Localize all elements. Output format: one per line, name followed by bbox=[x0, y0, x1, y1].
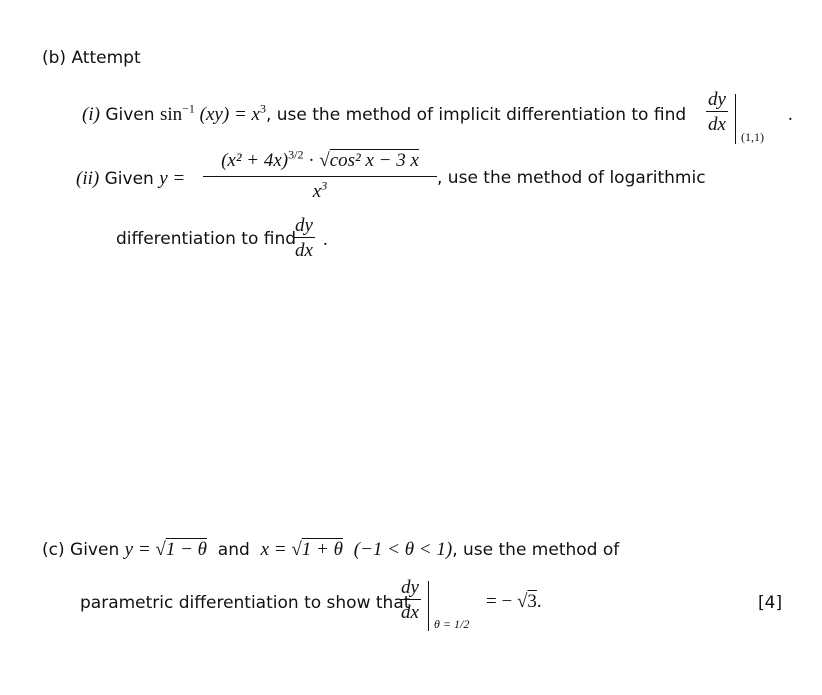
part-i-eval-point: (1,1) bbox=[741, 130, 764, 144]
part-c-y-expr: y = √1 − θ bbox=[124, 539, 207, 560]
part-ii-y-eq: y = bbox=[159, 168, 186, 189]
part-i-label: (i) bbox=[82, 104, 100, 125]
part-c-result: = − √3. bbox=[486, 591, 542, 612]
part-ii-text2: differentiation to find bbox=[116, 229, 297, 249]
part-ii-label: (ii) bbox=[76, 168, 100, 189]
part-b-heading bbox=[42, 48, 141, 68]
part-ii-derivative bbox=[293, 216, 315, 260]
part-i-text: , use the method of implicit differentiation to find bbox=[265, 105, 687, 125]
part-i-given: Given bbox=[105, 105, 155, 125]
part-ii-end: . bbox=[323, 229, 328, 250]
part-c-deriv-den: dx bbox=[401, 602, 419, 623]
part-i-lhs: $\sin^{-1} (xy) = x^3$ bbox=[159, 101, 266, 125]
part-c-label: (c) bbox=[42, 540, 65, 560]
part-c-derivative bbox=[399, 578, 421, 622]
part-ii-deriv-num: dy bbox=[295, 215, 313, 236]
part-ii-denominator: $x^3$ bbox=[312, 178, 328, 202]
part-c-eval-point: θ = 1/2 bbox=[434, 617, 470, 631]
part-b-label: (b) bbox=[42, 48, 67, 68]
part-ii-deriv-den: dx bbox=[295, 240, 313, 261]
part-ii-question bbox=[76, 168, 185, 190]
part-ii-given: Given bbox=[104, 169, 154, 189]
part-i-question bbox=[82, 101, 687, 126]
part-i-deriv-num: dy bbox=[708, 89, 726, 110]
part-c-given: Given bbox=[70, 540, 120, 560]
part-ii-numerator: $(x^2 + 4x)^{3/2} \cdot √\cos^2$ x − 3 x bbox=[221, 147, 419, 171]
part-ii-fraction-bar bbox=[203, 176, 437, 177]
part-c-text1: , use the method of bbox=[452, 540, 620, 560]
part-c-deriv-num: dy bbox=[401, 577, 419, 598]
part-c-question bbox=[42, 539, 619, 561]
part-c-eval-bar bbox=[428, 581, 429, 631]
part-i-end: . bbox=[788, 104, 793, 125]
part-c-range: (−1 < θ < 1) bbox=[353, 539, 453, 560]
part-c-and: and bbox=[217, 540, 250, 560]
part-c-marks: [4] bbox=[758, 593, 783, 613]
part-i-deriv-den: dx bbox=[708, 114, 726, 135]
part-c-x-expr: x = √1 + θ bbox=[260, 539, 343, 560]
part-c-text2: parametric differentiation to show that bbox=[80, 593, 411, 613]
part-i-eval-bar bbox=[735, 94, 736, 144]
part-ii-text1: , use the method of logarithmic bbox=[437, 168, 706, 188]
part-b-title: Attempt bbox=[71, 48, 141, 68]
part-i-derivative bbox=[706, 90, 728, 134]
